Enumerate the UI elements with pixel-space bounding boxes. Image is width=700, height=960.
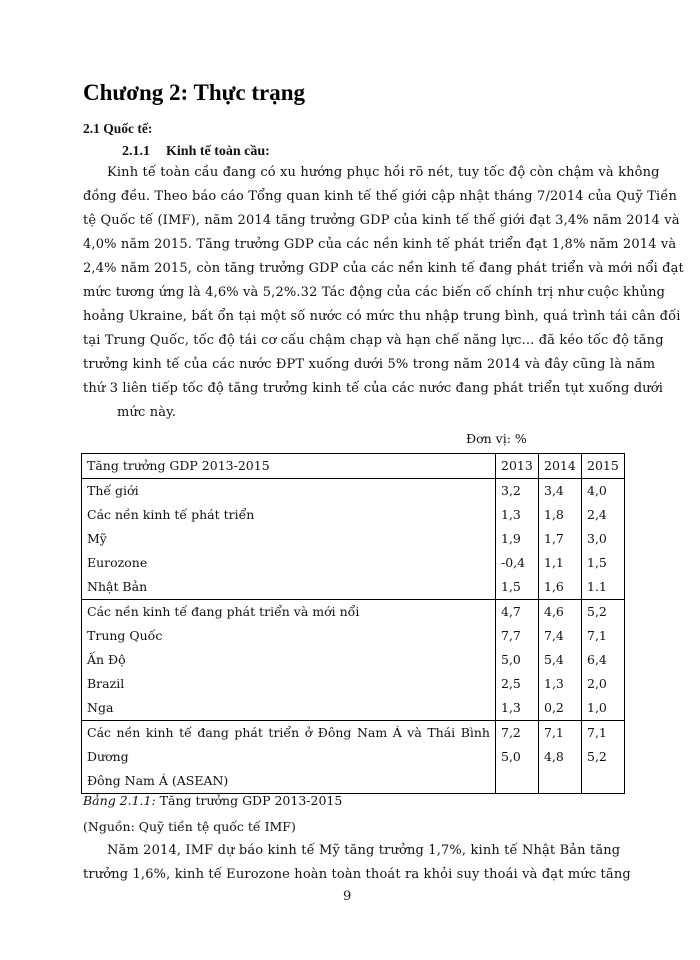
- paragraph-line: 4,0% năm 2015. Tăng trưởng GDP của các nền kinh tế phát triển đạt 1,8% năm 2014 và: [83, 237, 677, 252]
- value-2013: [496, 721, 539, 794]
- row-label: Eurozone: [82, 551, 496, 575]
- subsection-text: Kinh tế toàn cầu:: [166, 144, 270, 159]
- row-label-line: Dương: [87, 749, 129, 764]
- value-2015: 2,4: [582, 503, 625, 527]
- chapter-title: Chương 2: Thực trạng: [83, 80, 306, 105]
- row-label: Các nền kinh tế đang phát triển và mới nổi: [82, 600, 496, 625]
- paragraph-line: Kinh tế toàn cầu đang có xu hướng phục hồi rõ nét, tuy tốc độ còn chậm và không: [107, 165, 660, 180]
- value-line: 7,2: [501, 725, 521, 740]
- value-2015: 2,0: [582, 672, 625, 696]
- value-2015: 5,2: [582, 600, 625, 625]
- paragraph-line: mức này.: [117, 405, 177, 420]
- table-row: [82, 672, 625, 696]
- table-row: [82, 479, 625, 504]
- row-label: Các nền kinh tế phát triển: [82, 503, 496, 527]
- value-2013: 5,0: [496, 648, 539, 672]
- value-2014: 1,8: [539, 503, 582, 527]
- table-row: [82, 503, 625, 527]
- value-2014: 1,6: [539, 575, 582, 600]
- value-2013: 7,7: [496, 624, 539, 648]
- value-2015: 3,0: [582, 527, 625, 551]
- paragraph-line: hoảng Ukraine, bất ổn tại một số nước có mức thu nhập trung bình, quá trình tái cân đối: [83, 309, 681, 324]
- header-cell-2013: 2013: [496, 454, 539, 479]
- paragraph-line: đồng đều. Theo báo cáo Tổng quan kinh tế thế giới cập nhật tháng 7/2014 của Quỹ Tiền: [83, 189, 677, 204]
- table-row: [82, 600, 625, 625]
- value-2014: 1,3: [539, 672, 582, 696]
- subsection-number: 2.1.1: [122, 144, 150, 159]
- value-2013: 4,7: [496, 600, 539, 625]
- paragraph-line: 2,4% năm 2015, còn tăng trưởng GDP của các nền kinh tế đang phát triển và mới nổi đạt: [83, 261, 684, 276]
- row-label: Thế giới: [82, 479, 496, 504]
- value-line: 5,0: [501, 749, 521, 764]
- row-label: Mỹ: [82, 527, 496, 551]
- paragraph-line: thứ 3 liên tiếp tốc độ tăng trưởng kinh tế của các nước đang phát triển tụt xuống dưới: [83, 381, 664, 396]
- value-line: 7,1: [544, 725, 564, 740]
- value-2015: 7,1: [582, 624, 625, 648]
- row-label: Ấn Độ: [82, 648, 496, 672]
- value-2015: [582, 721, 625, 794]
- paragraph-line: mức tương ứng là 4,6% và 5,2%.32 Tác động của các biến cố chính trị như cuộc khủng: [83, 285, 666, 300]
- table-row: [82, 648, 625, 672]
- table-row: [82, 721, 625, 794]
- value-2015: 6,4: [582, 648, 625, 672]
- value-2013: 1,5: [496, 575, 539, 600]
- paragraph-1: [83, 161, 684, 425]
- section-title: 2.1 Quốc tế:: [83, 121, 153, 136]
- row-label: Trung Quốc: [82, 624, 496, 648]
- row-label-line: Đông Nam Á (ASEAN): [87, 773, 229, 788]
- value-line: 4,8: [544, 749, 564, 764]
- paragraph-line: Năm 2014, IMF dự báo kinh tế Mỹ tăng trưởng 1,7%, kinh tế Nhật Bản tăng: [107, 843, 621, 858]
- value-line: 5,2: [587, 749, 607, 764]
- value-2013: 1,3: [496, 503, 539, 527]
- value-2014: 3,4: [539, 479, 582, 504]
- value-2015: 1,5: [582, 551, 625, 575]
- caption-text: Tăng trưởng GDP 2013-2015: [155, 793, 343, 808]
- value-2014: 0,2: [539, 696, 582, 721]
- value-2015: 1.1: [582, 575, 625, 600]
- value-2015: 4,0: [582, 479, 625, 504]
- table-row: [82, 527, 625, 551]
- paragraph-line: trưởng kinh tế của các nước ĐPT xuống dưới 5% trong năm 2014 và đây cũng là năm: [83, 357, 656, 372]
- value-2013: -0,4: [496, 551, 539, 575]
- value-2013: 1,9: [496, 527, 539, 551]
- row-label-group3: [82, 721, 496, 794]
- row-label: Nhật Bản: [82, 575, 496, 600]
- unit-label: Đơn vị: %: [466, 431, 527, 446]
- value-2014: 1,1: [539, 551, 582, 575]
- page-number: 9: [343, 889, 352, 904]
- paragraph-line: tại Trung Quốc, tốc độ tái cơ cấu chậm chạp và hạn chế năng lực... đã kéo tốc độ tăng: [83, 333, 664, 348]
- row-label: Nga: [82, 696, 496, 721]
- table-row: [82, 575, 625, 600]
- table-header-row: [82, 454, 625, 479]
- value-2014: 1,7: [539, 527, 582, 551]
- row-label: Brazil: [82, 672, 496, 696]
- subsection-title: [122, 144, 270, 160]
- table-row: [82, 551, 625, 575]
- table-row: [82, 624, 625, 648]
- value-2013: 1,3: [496, 696, 539, 721]
- value-2015: 1,0: [582, 696, 625, 721]
- value-2013: 3,2: [496, 479, 539, 504]
- value-2014: 4,6: [539, 600, 582, 625]
- gdp-growth-table: [81, 453, 625, 794]
- header-cell-2015: 2015: [582, 454, 625, 479]
- paragraph-2: [83, 839, 631, 887]
- header-cell-label: Tăng trưởng GDP 2013-2015: [82, 454, 496, 479]
- table-row: [82, 696, 625, 721]
- paragraph-line: tệ Quốc tế (IMF), năm 2014 tăng trưởng GDP của kinh tế thế giới đạt 3,4% năm 2014 và: [83, 213, 680, 228]
- paragraph-line: trưởng 1,6%, kinh tế Eurozone hoàn toàn thoát ra khỏi suy thoái và đạt mức tăng: [83, 867, 631, 882]
- value-line: 7,1: [587, 725, 607, 740]
- table-caption: [83, 793, 342, 808]
- value-2013: 2,5: [496, 672, 539, 696]
- value-2014: 7,4: [539, 624, 582, 648]
- caption-label: Bảng 2.1.1:: [83, 793, 156, 808]
- row-label-line: Các nền kinh tế đang phát triển ở Đông Nam Á và Thái Bình: [87, 725, 490, 740]
- header-cell-2014: 2014: [539, 454, 582, 479]
- value-2014: 5,4: [539, 648, 582, 672]
- value-2014: [539, 721, 582, 794]
- table-source: (Nguồn: Quỹ tiền tệ quốc tế IMF): [83, 819, 296, 834]
